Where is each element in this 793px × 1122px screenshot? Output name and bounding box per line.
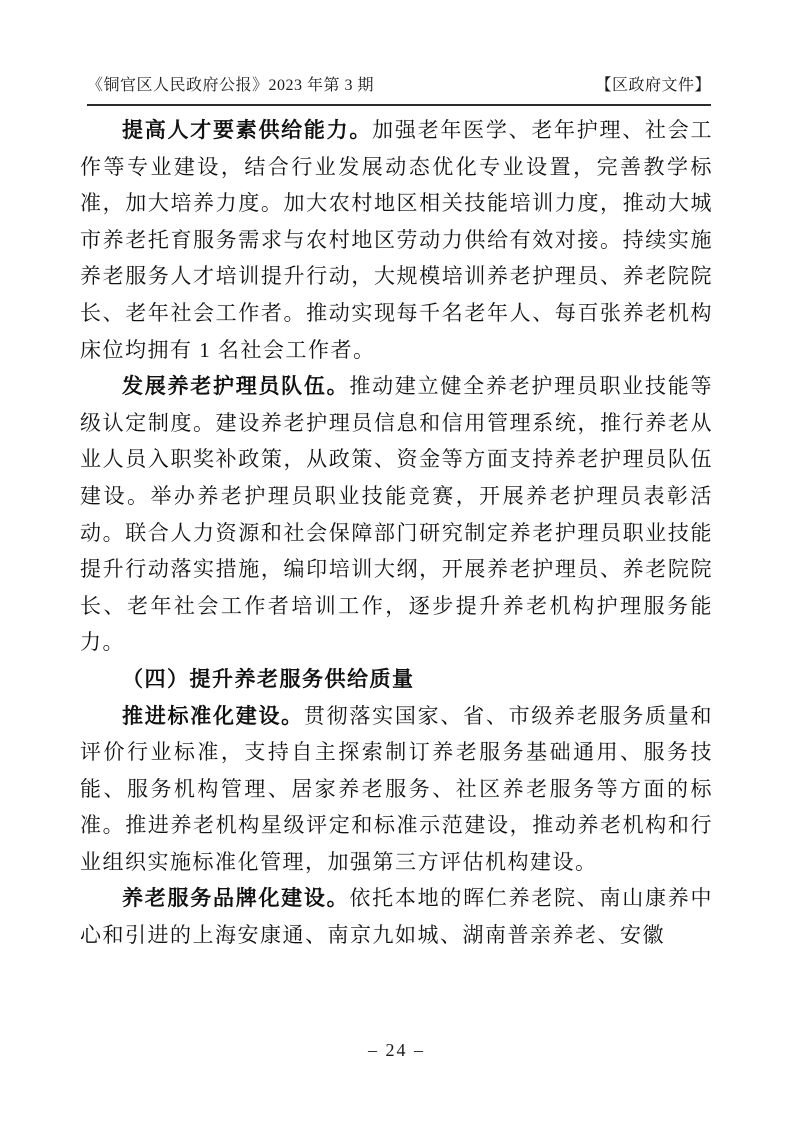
document-body	[80, 112, 713, 954]
page-header	[87, 72, 711, 106]
paragraph-standardization	[80, 698, 713, 881]
paragraph-text: 推动建立健全养老护理员职业技能等级认定制度。建设养老护理员信息和信用管理系统，推行养老从业人员入职奖补政策，从政策、资金等方面支持养老护理员队伍建设。举办养老护理员职业技能竞赛，开展养老护理员表彰活动。联合人力资源和社会保障部门研究制定养老护理员职业技能提升行动落实措施，编印培训大纲，开展养老护理员、养老院院长、老年社会工作者培训工作，逐步提升养老机构护理服务能力。	[80, 374, 714, 655]
header-journal-title: 《铜官区人民政府公报》2023 年第 3 期	[87, 77, 375, 94]
paragraph-talent-supply	[80, 112, 713, 368]
section-heading: （四）提升养老服务供给质量	[122, 666, 415, 691]
page-number: – 24 –	[368, 1040, 425, 1060]
paragraph-branding	[80, 880, 713, 953]
paragraph-lead: 推进标准化建设。	[122, 703, 304, 728]
paragraph-text: 加强老年医学、老年护理、社会工作等专业建设，结合行业发展动态优化专业设置，完善教学标准，加大培养力度。加大农村地区相关技能培训力度，推动大城市养老托育服务需求与农村地区劳动力供给有效对接。持续实施养老服务人才培训提升行动，大规模培训养老护理员、养老院院长、老年社会工作者。推动实现每千名老年人、每百张养老机构床位均拥有 1 名社会工作者。	[80, 118, 713, 362]
paragraph-lead: 发展养老护理员队伍。	[122, 374, 350, 399]
header-section-label: 【区政府文件】	[595, 77, 711, 94]
paragraph-text: 依托本地的晖仁养老院、南山康养中心和引进的上海安康通、南京九如城、湖南普亲养老、安徽	[80, 886, 714, 948]
paragraph-lead: 养老服务品牌化建设。	[122, 886, 350, 911]
paragraph-text: 贯彻落实国家、省、市级养老服务质量和评价行业标准，支持自主探索制订养老服务基础通用、服务技能、服务机构管理、居家养老服务、社区养老服务等方面的标准。推进养老机构星级评定和标准示范建设，推动养老机构和行业组织实施标准化管理，加强第三方评估机构建设。	[80, 703, 714, 874]
paragraph-caregiver-team	[80, 368, 713, 661]
paragraph-lead: 提高人才要素供给能力。	[122, 118, 373, 142]
